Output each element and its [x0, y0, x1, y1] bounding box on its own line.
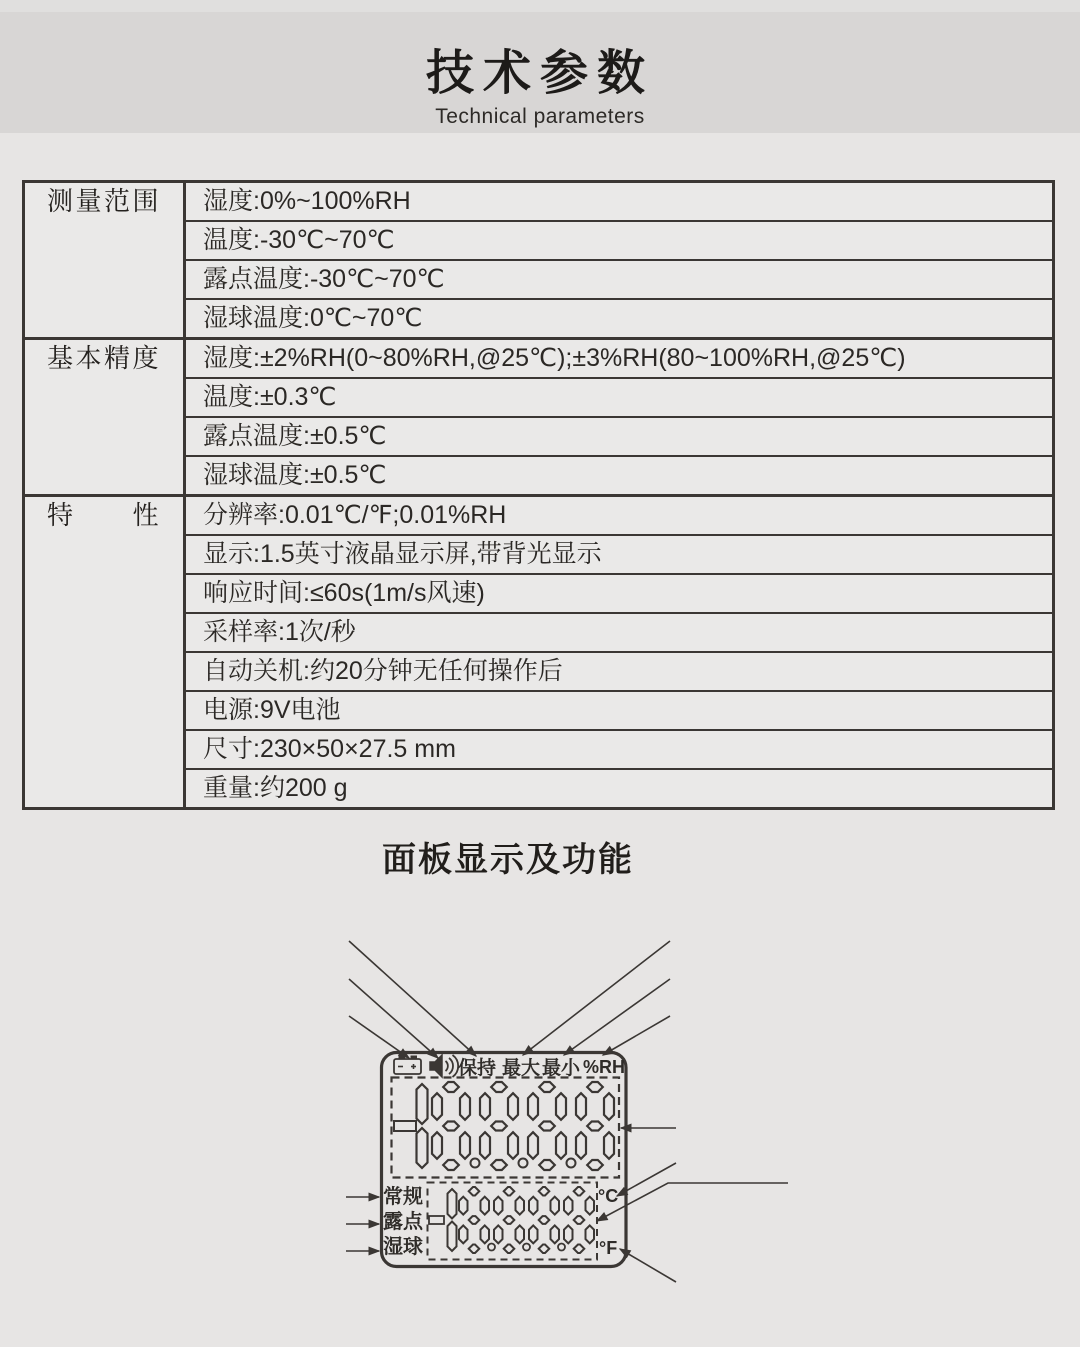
- spec-row: 分辨率:0.01℃/℉;0.01%RH: [203, 501, 507, 529]
- spec-group-label: 测量范围: [25, 183, 186, 337]
- spec-table: [22, 180, 1055, 810]
- lcd-wet-label: 湿球: [383, 1236, 423, 1258]
- spec-row: 电源:9V电池: [186, 690, 1052, 729]
- lcd-dew-label: 露点: [383, 1211, 423, 1233]
- spec-row: 自动关机:约20分钟无任何操作后: [186, 651, 1052, 690]
- spec-row: 湿度:0%~100%RH: [203, 187, 411, 215]
- lcd-diagram-svg: [0, 900, 1080, 1347]
- spec-group-label: 基本精度: [25, 340, 186, 494]
- spec-group-label: 特 性: [25, 497, 186, 807]
- top-strip: [0, 0, 1080, 12]
- lcd-celsius-unit: °C: [598, 1186, 619, 1206]
- spec-row: 湿度:±2%RH(0~80%RH,@25℃);±3%RH(80~100%RH,@25℃): [203, 344, 906, 372]
- lcd-hold-label: 保持: [458, 1058, 497, 1079]
- spec-row: 显示:1.5英寸液晶显示屏,带背光显示: [186, 534, 1052, 573]
- lcd-fahrenheit-unit: °F: [599, 1238, 618, 1258]
- spec-row: 响应时间:≤60s(1m/s风速): [186, 573, 1052, 612]
- title-band: [0, 12, 1080, 133]
- spec-row: 湿球温度:±0.5℃: [186, 455, 1052, 494]
- page-title: 技术参数: [425, 47, 654, 100]
- page-subtitle: Technical parameters: [435, 105, 645, 128]
- spec-group-features: [25, 494, 1052, 807]
- lcd-max-label: 最大: [502, 1058, 541, 1079]
- spec-row: 露点温度:±0.5℃: [186, 416, 1052, 455]
- panel-diagram: [0, 900, 1080, 1347]
- spec-row: 采样率:1次/秒: [186, 612, 1052, 651]
- spec-row: 温度:±0.3℃: [186, 377, 1052, 416]
- spec-row: 重量:约200 g: [186, 768, 1052, 807]
- lcd-normal-label: 常规: [383, 1186, 423, 1208]
- spec-group-accuracy: [25, 337, 1052, 494]
- lcd-rh-unit-label: %RH: [583, 1057, 626, 1077]
- spec-row: 尺寸:230×50×27.5 mm: [186, 729, 1052, 768]
- spec-row: 温度:-30℃~70℃: [186, 220, 1052, 259]
- spec-row: 湿球温度:0℃~70℃: [186, 298, 1052, 337]
- section-title: 面板显示及功能: [382, 841, 634, 879]
- lcd-min-label: 最小: [542, 1058, 581, 1079]
- spec-group-measure-range: [25, 183, 1052, 337]
- spec-row: 露点温度:-30℃~70℃: [186, 259, 1052, 298]
